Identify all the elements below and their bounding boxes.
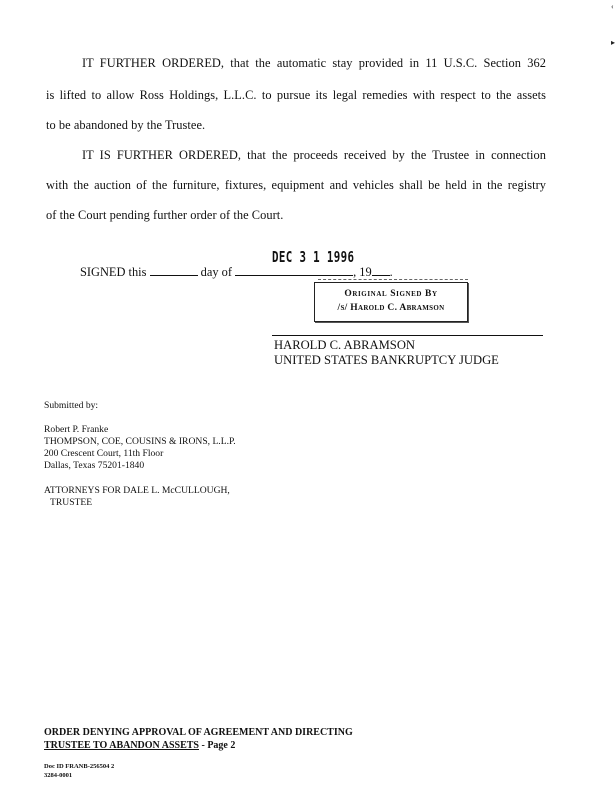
footer-title-line-1: ORDER DENYING APPROVAL OF AGREEMENT AND DIRECTING (44, 727, 353, 738)
stamped-date: DEC 3 1 1996 (272, 248, 355, 266)
doc-id: Doc ID FRANB-256504 2 (44, 763, 115, 770)
address-line-1: 200 Crescent Court, 11th Floor (44, 448, 164, 459)
stamp-dash-line (318, 279, 468, 280)
scan-edge-mark-icon: ‹ (611, 2, 614, 11)
scan-edge-mark-icon: ▸ (611, 38, 616, 47)
signed-line (80, 264, 393, 280)
footer-title-line-2 (44, 740, 235, 751)
year-blank (372, 264, 390, 276)
attorney-name: Robert P. Franke (44, 424, 109, 435)
day-of-label: day of (200, 265, 232, 279)
footer-page-label: - Page 2 (198, 740, 236, 751)
judge-title: UNITED STATES BANKRUPTCY JUDGE (274, 353, 499, 367)
address-line-2: Dallas, Texas 75201-1840 (44, 460, 145, 471)
paragraph-2-line-1: IT IS FURTHER ORDERED, that the proceeds received by the Trustee in connection (82, 148, 546, 162)
footer-title-underlined: TRUSTEE TO ABANDON ASSETS (44, 740, 199, 751)
stamp-line-1: Original Signed By (344, 289, 438, 299)
paragraph-2-line-3: of the Court pending further order of the Court. (46, 208, 284, 222)
original-signed-stamp (314, 282, 468, 322)
matter-number: 3284-0001 (44, 772, 73, 779)
year-suffix: . (389, 265, 393, 279)
attorneys-for-line-1: ATTORNEYS FOR DALE L. McCULLOUGH, (44, 485, 230, 496)
year-prefix: , 19 (353, 265, 372, 279)
submitted-by-label: Submitted by: (44, 400, 99, 411)
law-firm: THOMPSON, COE, COUSINS & IRONS, L.L.P. (44, 436, 236, 447)
judge-name: HAROLD C. ABRAMSON (274, 338, 416, 352)
attorneys-for-line-2: TRUSTEE (50, 497, 93, 508)
month-blank (235, 264, 353, 276)
paragraph-1-line-1: IT FURTHER ORDERED, that the automatic stay provided in 11 U.S.C. Section 362 (82, 56, 546, 70)
paragraph-1-line-2: is lifted to allow Ross Holdings, L.L.C. to pursue its legal remedies with respect to the assets (46, 88, 546, 102)
signed-this-label: SIGNED this (80, 265, 147, 279)
stamp-line-2: /s/ Harold C. Abramson (337, 303, 445, 313)
signature-rule (272, 335, 543, 336)
paragraph-2-line-2: with the auction of the furniture, fixtures, equipment and vehicles shall be held in the registry (46, 178, 546, 192)
paragraph-1-line-3: to be abandoned by the Trustee. (46, 118, 206, 132)
day-blank (150, 264, 198, 276)
